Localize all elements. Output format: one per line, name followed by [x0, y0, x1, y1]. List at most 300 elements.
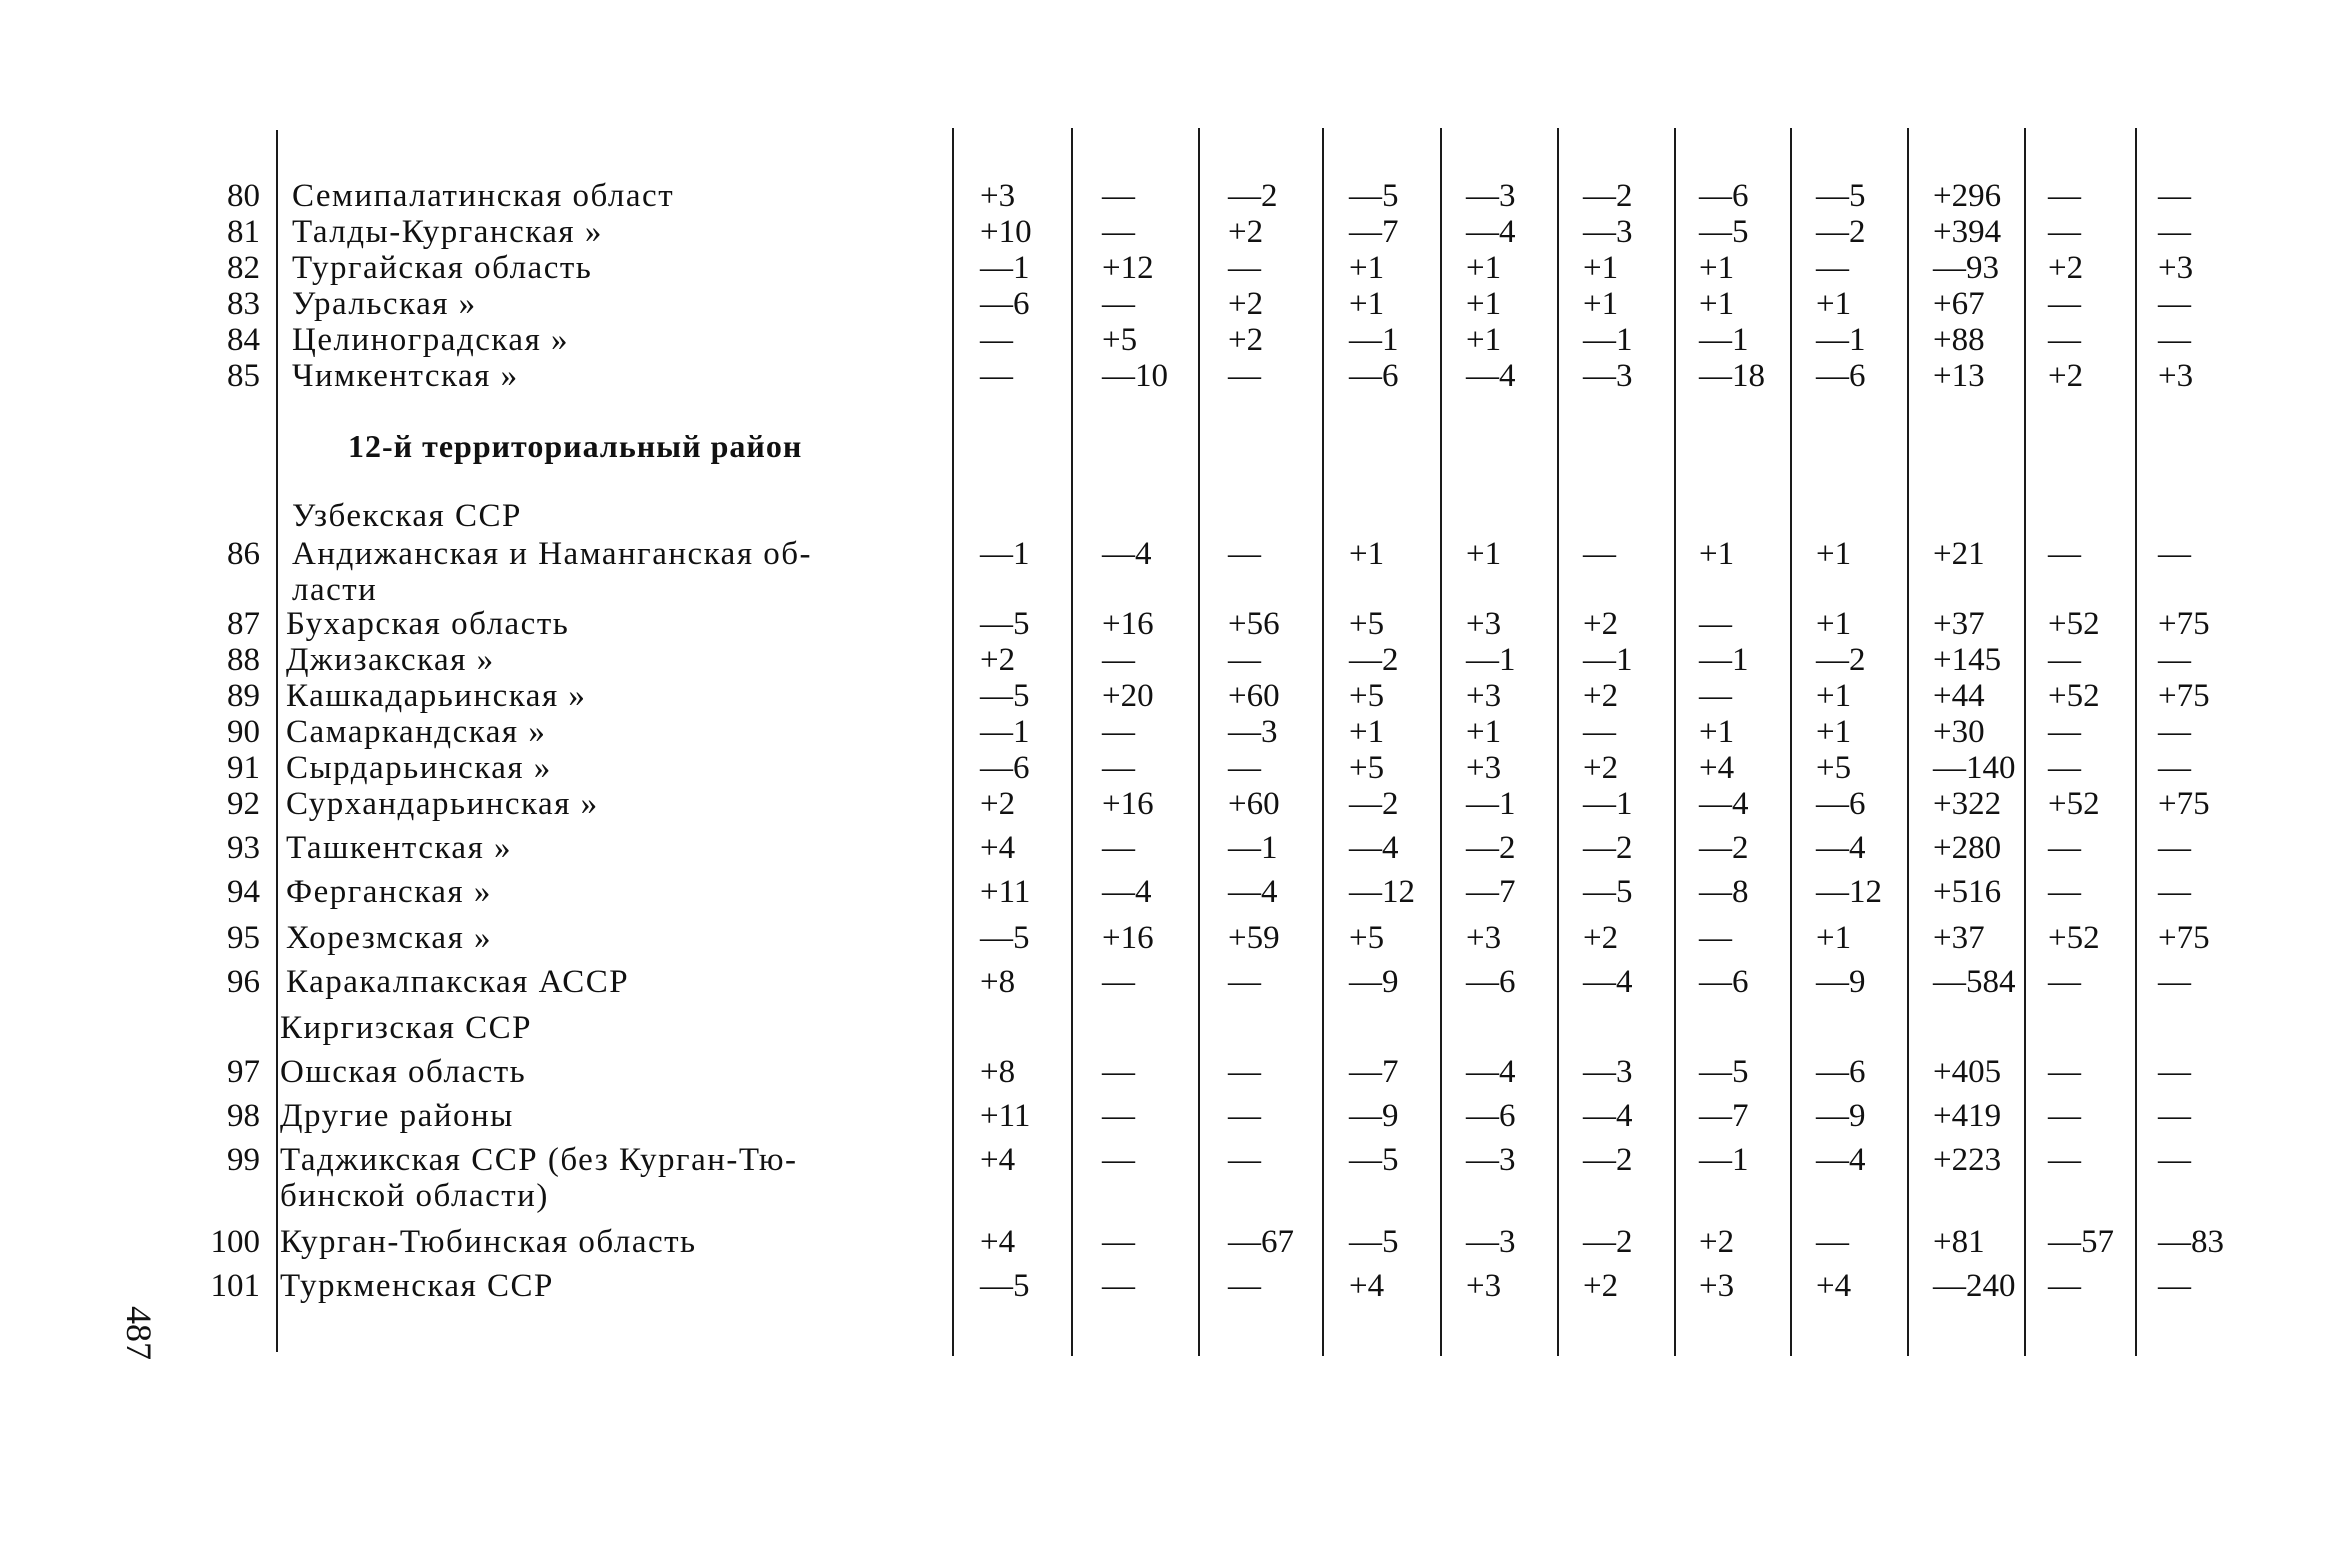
- table-row: [0, 1052, 2344, 1092]
- value-cell: +56: [1228, 606, 1280, 642]
- value-cell: —93: [1933, 250, 1999, 286]
- value-cell: —: [1102, 642, 1135, 678]
- value-cell: —: [1228, 1054, 1261, 1090]
- value-cell: +145: [1933, 642, 2002, 678]
- value-cell: —18: [1699, 358, 1765, 394]
- value-cell: +1: [1349, 714, 1385, 750]
- value-cell: +3: [1466, 606, 1502, 642]
- value-cell: —: [1102, 214, 1135, 250]
- value-cell: +2: [1583, 678, 1619, 714]
- value-cell: +4: [1349, 1268, 1385, 1304]
- table-row: [0, 320, 2344, 360]
- value-cell: +1: [1816, 286, 1852, 322]
- value-cell: —57: [2048, 1224, 2114, 1260]
- value-cell: —3: [1583, 214, 1633, 250]
- value-cell: +8: [980, 1054, 1016, 1090]
- value-cell: +516: [1933, 874, 2002, 910]
- table-row: [0, 676, 2344, 716]
- value-cell: +2: [1583, 1268, 1619, 1304]
- value-cell: +4: [980, 1142, 1016, 1178]
- region-name: Туркменская ССР: [280, 1268, 554, 1304]
- value-cell: —1: [1349, 322, 1399, 358]
- value-cell: —4: [1466, 1054, 1516, 1090]
- value-cell: +1: [1466, 286, 1502, 322]
- value-cell: +75: [2158, 606, 2210, 642]
- value-cell: —: [1102, 1054, 1135, 1090]
- value-cell: —: [1102, 1224, 1135, 1260]
- value-cell: +60: [1228, 678, 1280, 714]
- value-cell: —4: [1583, 964, 1633, 1000]
- row-number: 87: [227, 606, 260, 642]
- row-number: 81: [227, 214, 260, 250]
- value-cell: +21: [1933, 536, 1985, 572]
- value-cell: —: [2048, 714, 2081, 750]
- value-cell: —: [1228, 642, 1261, 678]
- value-cell: —5: [980, 678, 1030, 714]
- value-cell: —9: [1349, 964, 1399, 1000]
- value-cell: —: [1102, 178, 1135, 214]
- value-cell: —4: [1349, 830, 1399, 866]
- value-cell: +1: [1466, 322, 1502, 358]
- table-row: [0, 784, 2344, 824]
- value-cell: —: [2158, 830, 2191, 866]
- value-cell: +2: [980, 786, 1016, 822]
- value-cell: +2: [2048, 358, 2084, 394]
- value-cell: —2: [1583, 178, 1633, 214]
- value-cell: +3: [1699, 1268, 1735, 1304]
- value-cell: —9: [1816, 1098, 1866, 1134]
- value-cell: —: [2158, 214, 2191, 250]
- value-cell: +3: [2158, 250, 2194, 286]
- value-cell: —4: [1466, 214, 1516, 250]
- region-name: Семипалатинская област: [292, 178, 675, 214]
- value-cell: +2: [1228, 322, 1264, 358]
- value-cell: —1: [980, 536, 1030, 572]
- table-row: [0, 176, 2344, 216]
- value-cell: +59: [1228, 920, 1280, 956]
- value-cell: —5: [1349, 1142, 1399, 1178]
- region-name: Андижанская и Наманганская об-: [292, 536, 813, 572]
- value-cell: —: [2158, 536, 2191, 572]
- value-cell: —: [2048, 214, 2081, 250]
- table-row: [0, 918, 2344, 958]
- value-cell: —: [2048, 830, 2081, 866]
- value-cell: +419: [1933, 1098, 2002, 1134]
- value-cell: —4: [1466, 358, 1516, 394]
- value-cell: +2: [980, 642, 1016, 678]
- value-cell: —1: [1699, 642, 1749, 678]
- region-name: Чимкентская »: [292, 358, 519, 394]
- value-cell: +3: [980, 178, 1016, 214]
- row-number: 82: [227, 250, 260, 286]
- region-name: Ташкентская »: [286, 830, 512, 866]
- value-cell: —3: [1466, 1224, 1516, 1260]
- value-cell: —2: [1583, 1224, 1633, 1260]
- value-cell: +1: [1816, 678, 1852, 714]
- value-cell: —: [1228, 1142, 1261, 1178]
- value-cell: —: [2048, 286, 2081, 322]
- region-name: Ошская область: [280, 1054, 527, 1090]
- value-cell: —2: [1228, 178, 1278, 214]
- value-cell: —: [2158, 1142, 2191, 1178]
- value-cell: —: [2158, 750, 2191, 786]
- value-cell: +67: [1933, 286, 1985, 322]
- value-cell: +5: [1349, 750, 1385, 786]
- value-cell: —: [1228, 1268, 1261, 1304]
- value-cell: +2: [1228, 286, 1264, 322]
- value-cell: —: [1102, 964, 1135, 1000]
- value-cell: —: [2158, 714, 2191, 750]
- value-cell: +2: [1583, 606, 1619, 642]
- value-cell: +1: [1699, 536, 1735, 572]
- value-cell: —584: [1933, 964, 2016, 1000]
- value-cell: —6: [1699, 178, 1749, 214]
- value-cell: +5: [1102, 322, 1138, 358]
- row-number: 86: [227, 536, 260, 572]
- value-cell: +1: [1699, 250, 1735, 286]
- row-number: 84: [227, 322, 260, 358]
- value-cell: +1: [1349, 536, 1385, 572]
- value-cell: +12: [1102, 250, 1154, 286]
- table-row: [0, 534, 2344, 608]
- table-row: [0, 712, 2344, 752]
- value-cell: —: [1583, 714, 1616, 750]
- value-cell: +3: [1466, 750, 1502, 786]
- value-cell: —2: [1349, 642, 1399, 678]
- value-cell: +4: [980, 1224, 1016, 1260]
- value-cell: —2: [1816, 214, 1866, 250]
- value-cell: +2: [2048, 250, 2084, 286]
- table-row: [0, 604, 2344, 644]
- value-cell: +75: [2158, 920, 2210, 956]
- value-cell: —2: [1466, 830, 1516, 866]
- value-cell: —: [2158, 964, 2191, 1000]
- value-cell: —5: [1349, 178, 1399, 214]
- value-cell: +75: [2158, 678, 2210, 714]
- region-name: Тургайская область: [292, 250, 593, 286]
- value-cell: —: [1816, 1224, 1849, 1260]
- table-row: [0, 284, 2344, 324]
- value-cell: —6: [980, 286, 1030, 322]
- value-cell: +3: [2158, 358, 2194, 394]
- value-cell: —: [2048, 964, 2081, 1000]
- value-cell: +1: [1699, 286, 1735, 322]
- value-cell: —6: [1699, 964, 1749, 1000]
- value-cell: —: [1699, 606, 1732, 642]
- value-cell: +52: [2048, 606, 2100, 642]
- region-name: Уральская »: [292, 286, 477, 322]
- table-row: [0, 1096, 2344, 1136]
- value-cell: +13: [1933, 358, 1985, 394]
- value-cell: +1: [1349, 250, 1385, 286]
- value-cell: +1: [1816, 920, 1852, 956]
- region-name: Хорезмская »: [286, 920, 493, 956]
- region-name-continued: ласти: [292, 572, 378, 608]
- value-cell: —3: [1228, 714, 1278, 750]
- value-cell: +16: [1102, 920, 1154, 956]
- value-cell: —5: [1699, 1054, 1749, 1090]
- value-cell: —4: [1699, 786, 1749, 822]
- table-row: [0, 828, 2344, 868]
- value-cell: —4: [1228, 874, 1278, 910]
- value-cell: —1: [1228, 830, 1278, 866]
- value-cell: +16: [1102, 606, 1154, 642]
- value-cell: —1: [980, 714, 1030, 750]
- value-cell: —8: [1699, 874, 1749, 910]
- value-cell: —: [2048, 1142, 2081, 1178]
- value-cell: —: [2158, 1268, 2191, 1304]
- value-cell: —: [2158, 642, 2191, 678]
- value-cell: +5: [1349, 678, 1385, 714]
- value-cell: —: [2048, 642, 2081, 678]
- republic-label-kirgiz: Киргизская ССР: [280, 1010, 533, 1046]
- value-cell: +405: [1933, 1054, 2002, 1090]
- value-cell: —1: [1816, 322, 1866, 358]
- value-cell: —9: [1349, 1098, 1399, 1134]
- value-cell: —3: [1583, 1054, 1633, 1090]
- value-cell: —5: [1816, 178, 1866, 214]
- value-cell: +4: [1816, 1268, 1852, 1304]
- value-cell: +3: [1466, 1268, 1502, 1304]
- value-cell: —4: [1816, 1142, 1866, 1178]
- value-cell: +2: [1228, 214, 1264, 250]
- value-cell: —67: [1228, 1224, 1294, 1260]
- region-name: Кашкадарьинская »: [286, 678, 587, 714]
- table-row: [0, 962, 2344, 1002]
- table-row: [0, 748, 2344, 788]
- value-cell: +4: [1699, 750, 1735, 786]
- value-cell: +30: [1933, 714, 1985, 750]
- value-cell: —6: [1816, 1054, 1866, 1090]
- value-cell: —5: [1583, 874, 1633, 910]
- row-number: 101: [210, 1268, 260, 1304]
- value-cell: —6: [1466, 1098, 1516, 1134]
- value-cell: +37: [1933, 920, 1985, 956]
- value-cell: +52: [2048, 678, 2100, 714]
- value-cell: —: [2048, 536, 2081, 572]
- value-cell: —12: [1816, 874, 1882, 910]
- value-cell: —: [1816, 250, 1849, 286]
- value-cell: +1: [1816, 536, 1852, 572]
- section-heading: 12-й территориальный район: [348, 428, 803, 464]
- region-name: Бухарская область: [286, 606, 570, 642]
- value-cell: —: [1228, 750, 1261, 786]
- value-cell: —1: [1699, 1142, 1749, 1178]
- value-cell: —5: [980, 920, 1030, 956]
- value-cell: +5: [1349, 920, 1385, 956]
- value-cell: +75: [2158, 786, 2210, 822]
- region-name: Джизакская »: [286, 642, 495, 678]
- value-cell: —: [1228, 250, 1261, 286]
- value-cell: —: [1228, 358, 1261, 394]
- value-cell: —3: [1583, 358, 1633, 394]
- value-cell: +52: [2048, 920, 2100, 956]
- value-cell: —1: [1583, 642, 1633, 678]
- row-number: 94: [227, 874, 260, 910]
- value-cell: —5: [980, 606, 1030, 642]
- value-cell: +1: [1583, 286, 1619, 322]
- row-number: 85: [227, 358, 260, 394]
- row-number: 100: [210, 1224, 260, 1260]
- value-cell: +2: [1699, 1224, 1735, 1260]
- row-number: 93: [227, 830, 260, 866]
- table-row: [0, 212, 2344, 252]
- value-cell: —: [1228, 964, 1261, 1000]
- value-cell: —9: [1816, 964, 1866, 1000]
- value-cell: —140: [1933, 750, 2016, 786]
- page-number: 487: [119, 1306, 159, 1360]
- value-cell: —1: [1699, 322, 1749, 358]
- value-cell: —6: [1466, 964, 1516, 1000]
- table-row: [0, 1140, 2344, 1214]
- value-cell: —4: [1102, 874, 1152, 910]
- table-row: [0, 640, 2344, 680]
- value-cell: —: [2048, 750, 2081, 786]
- value-cell: —3: [1466, 178, 1516, 214]
- value-cell: —7: [1349, 214, 1399, 250]
- value-cell: —7: [1466, 874, 1516, 910]
- value-cell: —2: [1349, 786, 1399, 822]
- value-cell: +322: [1933, 786, 2002, 822]
- value-cell: —: [1699, 920, 1732, 956]
- value-cell: —: [980, 358, 1013, 394]
- table-row: [0, 872, 2344, 912]
- value-cell: +10: [980, 214, 1032, 250]
- value-cell: +11: [980, 1098, 1031, 1134]
- value-cell: +296: [1933, 178, 2002, 214]
- value-cell: +52: [2048, 786, 2100, 822]
- value-cell: —7: [1349, 1054, 1399, 1090]
- republic-label-uzbek: Узбекская ССР: [292, 498, 522, 534]
- value-cell: —4: [1816, 830, 1866, 866]
- value-cell: —: [2158, 178, 2191, 214]
- value-cell: —: [2048, 1098, 2081, 1134]
- value-cell: +1: [1466, 250, 1502, 286]
- value-cell: —10: [1102, 358, 1168, 394]
- row-number: 91: [227, 750, 260, 786]
- value-cell: +280: [1933, 830, 2002, 866]
- value-cell: —4: [1583, 1098, 1633, 1134]
- value-cell: —: [1583, 536, 1616, 572]
- value-cell: +1: [1466, 714, 1502, 750]
- value-cell: +1: [1816, 606, 1852, 642]
- value-cell: —5: [1349, 1224, 1399, 1260]
- value-cell: +4: [980, 830, 1016, 866]
- value-cell: —1: [1466, 786, 1516, 822]
- value-cell: +16: [1102, 786, 1154, 822]
- value-cell: —5: [1699, 214, 1749, 250]
- value-cell: —: [1102, 1268, 1135, 1304]
- value-cell: +60: [1228, 786, 1280, 822]
- value-cell: —: [1228, 1098, 1261, 1134]
- value-cell: +394: [1933, 214, 2002, 250]
- value-cell: —: [2158, 874, 2191, 910]
- value-cell: +1: [1349, 286, 1385, 322]
- value-cell: —: [1102, 1098, 1135, 1134]
- region-name: Сырдарьинская »: [286, 750, 552, 786]
- value-cell: —: [2158, 286, 2191, 322]
- region-name: Каракалпакская АССР: [286, 964, 630, 1000]
- value-cell: —6: [1816, 786, 1866, 822]
- value-cell: —2: [1583, 830, 1633, 866]
- region-name: Ферганская »: [286, 874, 492, 910]
- row-number: 98: [227, 1098, 260, 1134]
- value-cell: —: [1102, 286, 1135, 322]
- value-cell: +1: [1466, 536, 1502, 572]
- row-number: 99: [227, 1142, 260, 1178]
- value-cell: —: [1102, 830, 1135, 866]
- value-cell: —240: [1933, 1268, 2016, 1304]
- value-cell: —6: [1349, 358, 1399, 394]
- row-number: 89: [227, 678, 260, 714]
- value-cell: —2: [1816, 642, 1866, 678]
- value-cell: —4: [1102, 536, 1152, 572]
- value-cell: —2: [1583, 1142, 1633, 1178]
- value-cell: —: [2048, 322, 2081, 358]
- value-cell: —1: [1583, 322, 1633, 358]
- value-cell: —1: [1583, 786, 1633, 822]
- value-cell: —: [2158, 1098, 2191, 1134]
- value-cell: —: [2158, 322, 2191, 358]
- value-cell: —6: [980, 750, 1030, 786]
- row-number: 95: [227, 920, 260, 956]
- table-row: [0, 356, 2344, 396]
- row-number: 88: [227, 642, 260, 678]
- value-cell: +20: [1102, 678, 1154, 714]
- table-row: [0, 1222, 2344, 1262]
- value-cell: —: [980, 322, 1013, 358]
- value-cell: —: [1102, 714, 1135, 750]
- region-name: Курган-Тюбинская область: [280, 1224, 697, 1260]
- region-name: Таджикская ССР (без Курган-Тю-: [280, 1142, 798, 1178]
- value-cell: +5: [1349, 606, 1385, 642]
- region-name: Сурхандарьинская »: [286, 786, 599, 822]
- value-cell: —: [2158, 1054, 2191, 1090]
- region-name-continued: бинской области): [280, 1178, 549, 1214]
- value-cell: —: [2048, 874, 2081, 910]
- value-cell: —2: [1699, 830, 1749, 866]
- value-cell: —7: [1699, 1098, 1749, 1134]
- value-cell: +1: [1816, 714, 1852, 750]
- value-cell: +1: [1583, 250, 1619, 286]
- region-name: Талды-Курганская »: [292, 214, 603, 250]
- region-name: Другие районы: [280, 1098, 514, 1134]
- value-cell: +8: [980, 964, 1016, 1000]
- value-cell: —83: [2158, 1224, 2224, 1260]
- row-number: 97: [227, 1054, 260, 1090]
- value-cell: +1: [1699, 714, 1735, 750]
- value-cell: —: [1699, 678, 1732, 714]
- value-cell: +3: [1466, 678, 1502, 714]
- value-cell: —: [2048, 178, 2081, 214]
- row-number: 90: [227, 714, 260, 750]
- value-cell: +3: [1466, 920, 1502, 956]
- region-name: Самаркандская »: [286, 714, 547, 750]
- value-cell: —6: [1816, 358, 1866, 394]
- value-cell: —: [1102, 1142, 1135, 1178]
- value-cell: —1: [1466, 642, 1516, 678]
- row-number: 83: [227, 286, 260, 322]
- value-cell: +37: [1933, 606, 1985, 642]
- value-cell: —: [2048, 1054, 2081, 1090]
- value-cell: —1: [980, 250, 1030, 286]
- value-cell: +81: [1933, 1224, 1985, 1260]
- value-cell: —: [2048, 1268, 2081, 1304]
- value-cell: +44: [1933, 678, 1985, 714]
- row-number: 92: [227, 786, 260, 822]
- table-row: [0, 248, 2344, 288]
- value-cell: +11: [980, 874, 1031, 910]
